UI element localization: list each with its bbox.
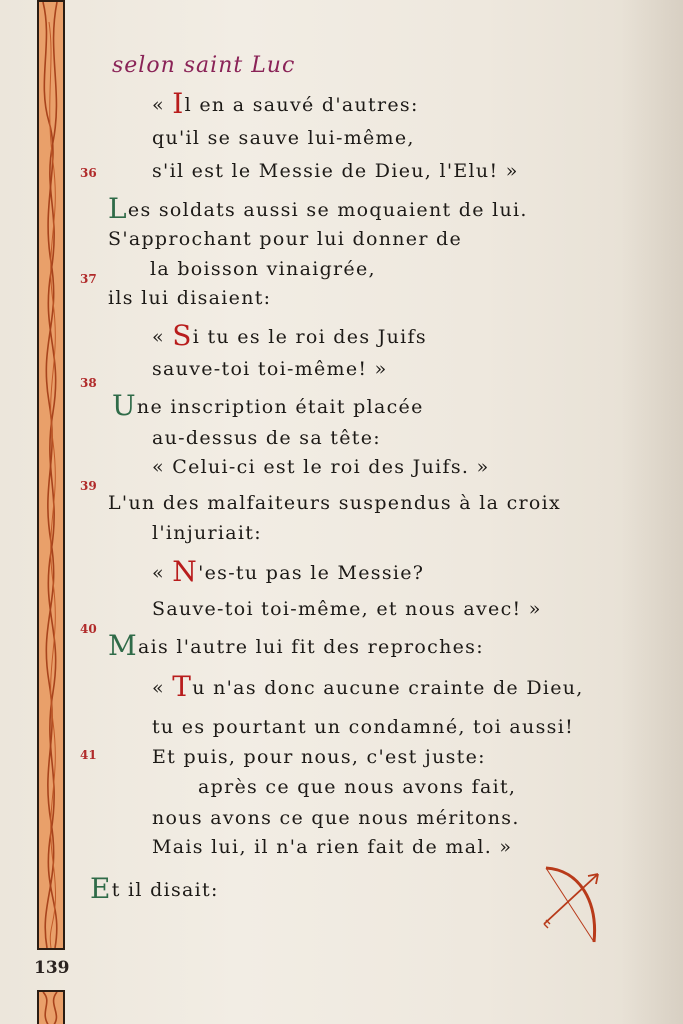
text-line: Et puis, pour nous, c'est juste: [152,746,486,768]
text-line: Mais lui, il n'a rien fait de mal. » [152,836,513,858]
initial-letter: L [108,192,128,225]
text-line: sauve-toi toi-même! » [152,358,388,380]
text-line: la boisson vinaigrée, [150,258,376,280]
text-line [108,192,528,225]
text-line: ils lui disaient: [108,287,272,309]
page-shadow [620,0,683,1024]
text-line [152,555,425,588]
text-line: L'un des malfaiteurs suspendus à la croix [108,492,562,514]
decorative-border-bottom [37,990,65,1024]
text-line: l'injuriait: [152,522,262,544]
text-line: tu es pourtant un condamné, toi aussi! [152,716,575,738]
text-line [112,389,424,422]
text-line [152,319,427,352]
verse-number-40: 40 [80,622,97,636]
line-text: ne inscription était placée [136,396,424,418]
initial-letter: U [112,389,137,422]
text-line [152,87,419,120]
page-heading: selon saint Luc [112,53,296,78]
line-text: l en a sauvé d'autres: [184,94,419,116]
text-line [152,670,584,703]
text-line: S'approchant pour lui donner de [108,228,463,250]
quote-mark: « [152,677,173,699]
initial-letter: T [172,670,193,703]
line-text: es soldats aussi se moquaient de lui. [127,199,528,221]
verse-number-37: 37 [80,272,97,286]
verse-number-36: 36 [80,166,97,180]
line-text: t il disait: [111,879,219,901]
text-line: nous avons ce que nous méritons. [152,807,520,829]
text-line: au-dessus de sa tête: [152,427,381,449]
line-text: 'es-tu pas le Messie? [198,562,425,584]
initial-letter: I [172,87,185,120]
text-line: s'il est le Messie de Dieu, l'Elu! » [152,160,519,182]
quote-mark: « [152,94,173,116]
bow-and-arrow-icon [540,862,604,950]
quote-mark: « [152,562,173,584]
text-line: après ce que nous avons fait, [198,776,517,798]
text-line: « Celui-ci est le roi des Juifs. » [152,456,490,478]
text-line [108,629,484,662]
verse-number-38: 38 [80,376,97,390]
initial-letter: S [172,319,193,352]
line-text: i tu es le roi des Juifs [192,326,427,348]
page-number: 139 [34,958,70,978]
initial-letter: N [172,555,199,588]
text-line: Sauve-toi toi-même, et nous avec! » [152,598,542,620]
line-text: u n'as donc aucune crainte de Dieu, [192,677,584,699]
initial-letter: M [108,629,138,662]
text-line: qu'il se sauve lui-même, [152,127,415,149]
verse-number-39: 39 [80,479,97,493]
text-line [90,872,219,905]
line-text: ais l'autre lui fit des reproches: [137,636,484,658]
initial-letter: E [90,872,112,905]
verse-number-41: 41 [80,748,97,762]
quote-mark: « [152,326,173,348]
decorative-border [37,0,65,950]
